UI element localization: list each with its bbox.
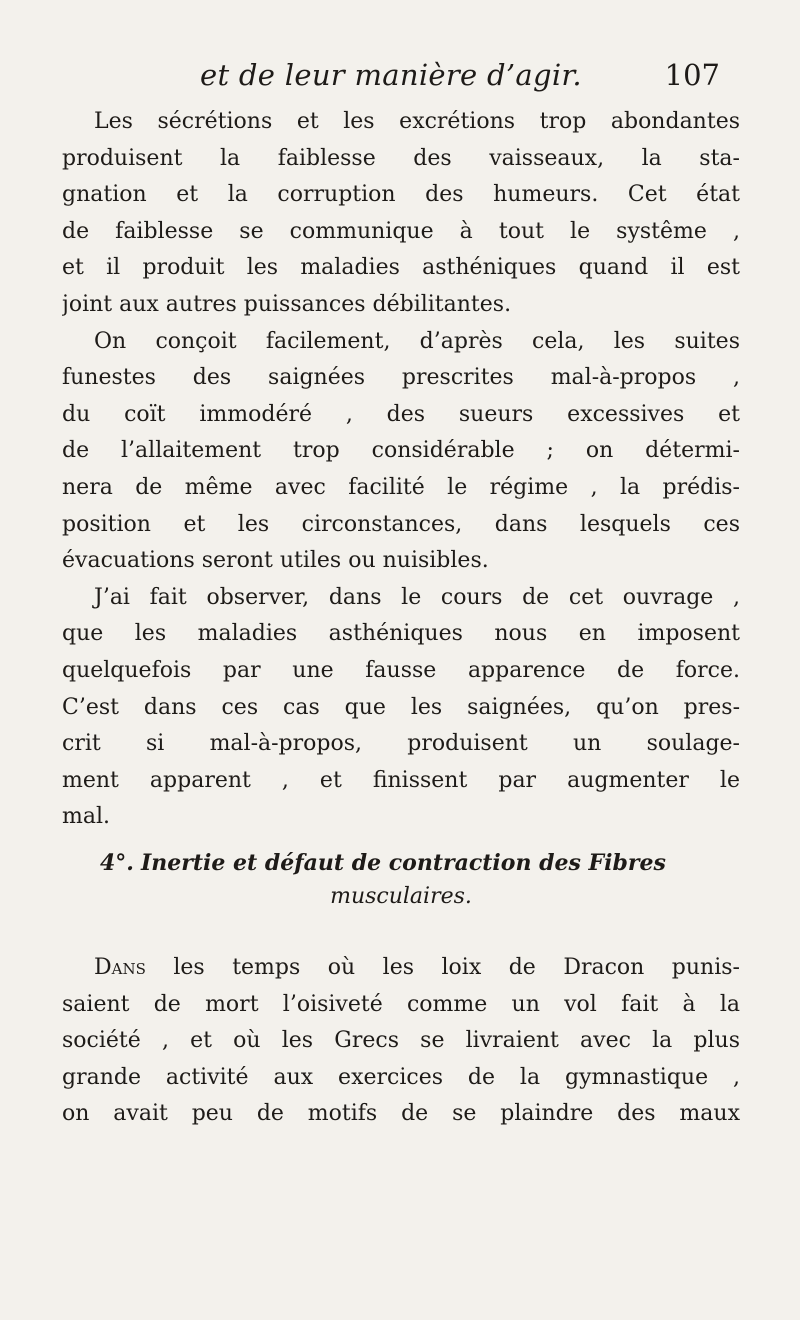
text-line: du coït immodéré , des sueurs excessives et bbox=[62, 401, 740, 427]
text-line: Les sécrétions et les excrétions trop abondantes bbox=[94, 109, 740, 134]
running-title: et de leur manière d’agir. bbox=[200, 58, 582, 92]
page-number: 107 bbox=[664, 58, 720, 92]
text-line: que les maladies asthéniques nous en imposent bbox=[62, 621, 740, 647]
text-line: société , et où les Grecs se livraient avec la plus bbox=[62, 1028, 740, 1054]
text-line: J’ai fait observer, dans le cours de cet ouvrage , bbox=[94, 584, 740, 610]
text-line: On conçoit facilement, d’après cela, les suites bbox=[94, 328, 740, 354]
text-line: ment apparent , et finissent par augmenter le bbox=[62, 767, 740, 793]
running-head bbox=[180, 58, 720, 98]
text-line bbox=[62, 950, 740, 987]
text-line: funestes des saignées prescrites mal-à-propos , bbox=[62, 365, 740, 391]
text-line: crit si mal-à-propos, produisent un soulage- bbox=[62, 731, 740, 757]
text-line: de l’allaitement trop considérable ; on détermi- bbox=[62, 438, 740, 464]
first-line-rest: les temps où les loix de Dracon punis- bbox=[145, 955, 740, 980]
text-line: position et les circonstances, dans lesquels ces bbox=[62, 511, 740, 537]
text-line: de faiblesse se communique à tout le systême , bbox=[62, 218, 740, 244]
body-text-continued bbox=[62, 950, 740, 1133]
text-line: on avait peu de motifs de se plaindre des maux bbox=[62, 1101, 740, 1127]
section-title-continued: musculaires. bbox=[330, 884, 472, 909]
text-line: et il produit les maladies asthéniques quand il est bbox=[62, 255, 740, 281]
section-heading bbox=[62, 846, 740, 914]
text-line: C’est dans ces cas que les saignées, qu’on pres- bbox=[62, 694, 740, 720]
text-line: produisent la faiblesse des vaisseaux, la sta- bbox=[62, 145, 740, 171]
text-line: nera de même avec facilité le régime , la prédis- bbox=[62, 474, 740, 500]
drop-word: Dans bbox=[94, 955, 146, 980]
body-text bbox=[62, 104, 740, 836]
section-title: Inertie et défaut de contraction des Fibres bbox=[140, 850, 666, 876]
text-line: mal. bbox=[62, 804, 111, 830]
section-number: 4°. bbox=[100, 850, 134, 876]
text-line: joint aux autres puissances débilitantes. bbox=[62, 291, 512, 317]
text-line: saient de mort l’oisiveté comme un vol fait à la bbox=[62, 991, 740, 1017]
section-heading-line bbox=[62, 846, 740, 880]
text-line: gnation et la corruption des humeurs. Cet état bbox=[62, 182, 740, 208]
text-line: grande activité aux exercices de la gymnastique , bbox=[62, 1064, 740, 1090]
text-line: évacuations seront utiles ou nuisibles. bbox=[62, 548, 489, 574]
text-line: quelquefois par une fausse apparence de force. bbox=[62, 657, 740, 683]
